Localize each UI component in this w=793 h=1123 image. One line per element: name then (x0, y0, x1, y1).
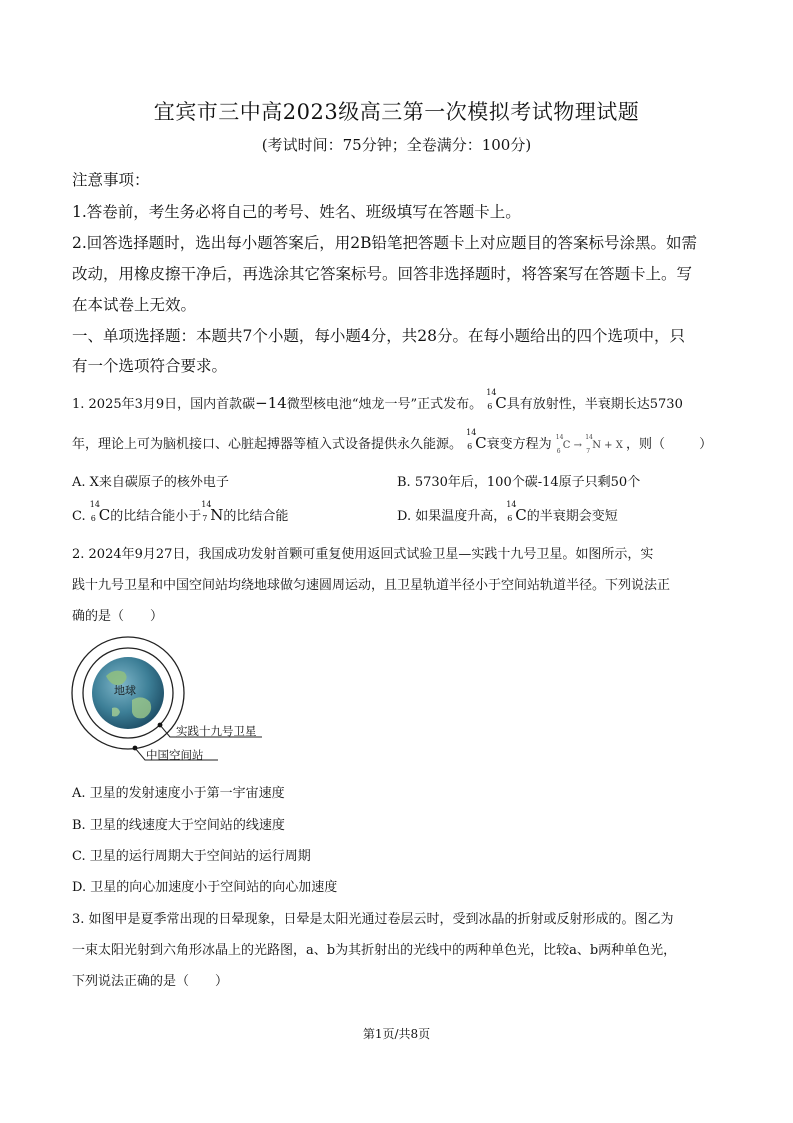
q1-text-g: ，则（ (626, 437, 666, 452)
q1-text-c: 微型核电池“烛龙一号”正式发布。 (286, 397, 483, 412)
nuclide-c14: 14 6 C (486, 388, 507, 412)
exam-info: (考试时间：75分钟；全卷满分：100分) (261, 136, 532, 154)
nuclide-c14: 14 6 C (506, 500, 527, 524)
q1-text-d: 具有放射性，半衰期长达5730 (506, 397, 683, 412)
question-2-line-3: 确的是（ ） (72, 609, 164, 624)
q2-option-a: A. 卫星的发射速度小于第一宇宙速度 (72, 786, 285, 801)
page-title: 宜宾市三中高2023级高三第一次模拟考试物理试题 (153, 100, 640, 124)
notes-item-2-line-2: 改动，用橡皮擦干净后，再选涂其它答案标号。回答非选择题时，将答案写在答题卡上。写 (72, 265, 693, 283)
q1-option-d: D. 如果温度升高， 14 6 C的半衰期会变短 (397, 500, 618, 524)
nuclide-c14: 14 6 C (89, 500, 111, 524)
question-2-line-2: 践十九号卫星和中国空间站均绕地球做匀速圆周运动，且卫星轨道半径小于空间站轨道半径。下列说法正 (72, 578, 671, 593)
notes-item-2-line-3: 在本试卷上无效。 (72, 296, 197, 314)
q2-option-b: B. 卫星的线速度大于空间站的线速度 (72, 818, 285, 833)
page-number: 第1页/共8页 (362, 1027, 431, 1041)
question-2-line-1: 2. 2024年9月27日，我国成功发射首颗可重复使用返回式试验卫星—实践十九号卫星。如图所示，实 (72, 547, 654, 562)
notes-heading: 注意事项： (72, 171, 150, 189)
q2-option-c: C. 卫星的运行周期大于空间站的运行周期 (72, 849, 311, 864)
earth-label: 地球 (114, 684, 136, 697)
section-1-heading-line-2: 有一个选项符合要求。 (72, 357, 228, 375)
q1-text-a: 1. 2025年3月9日，国内首款碳 (72, 397, 256, 412)
q1-text-h: ） (699, 437, 713, 452)
notes-item-1: 1.答卷前，考生务必将自己的考号、姓名、班级填写在答题卡上。 (72, 203, 521, 221)
question-3-line-3: 下列说法正确的是（ ） (72, 974, 229, 989)
q1-text-b: −14 (255, 394, 287, 412)
q2-option-d: D. 卫星的向心加速度小于空间站的向心加速度 (72, 880, 338, 895)
q1-text-f: 衰变方程为 (486, 437, 552, 452)
nuclide-n14: 14 7 N (201, 500, 224, 524)
orbit-figure (66, 636, 276, 770)
q1-text-e: 年，理论上可为脑机接口、心脏起搏器等植入式设备提供永久能源。 (72, 437, 463, 452)
q1-option-c: C. 14 6 C的比结合能小于 14 7 N的比结合能 (72, 500, 289, 524)
satellite-label: 实践十九号卫星 (176, 724, 257, 738)
nuclide-c14: 14 6 C (466, 428, 487, 452)
question-3-line-1: 3. 如图甲是夏季常出现的日晕现象，日晕是太阳光通过卷层云时，受到冰晶的折射或反射形成的。图乙为 (72, 912, 674, 927)
q1-option-a: A. X来自碳原子的核外电子 (72, 475, 229, 490)
question-1-line-2 (72, 428, 713, 455)
question-3-line-2: 一束太阳光射到六角形冰晶上的光路图，a、b为其折射出的光线中的两种单色光，比较a、b两种单色光， (72, 943, 677, 958)
decay-equation: 14 6 C → 14 7 N + X (555, 434, 623, 455)
question-1-line-1 (72, 388, 683, 412)
q1-option-b: B. 5730年后，100个碳-14原子只剩50个 (397, 475, 641, 490)
station-label: 中国空间站 (146, 748, 204, 762)
section-1-heading-line-1: 一、单项选择题：本题共7个小题，每小题4分，共28分。在每小题给出的四个选项中，只 (72, 327, 685, 345)
notes-item-2-line-1: 2.回答选择题时，选出每小题答案后，用2B铅笔把答题卡上对应题目的答案标号涂黑。如需 (72, 234, 698, 252)
